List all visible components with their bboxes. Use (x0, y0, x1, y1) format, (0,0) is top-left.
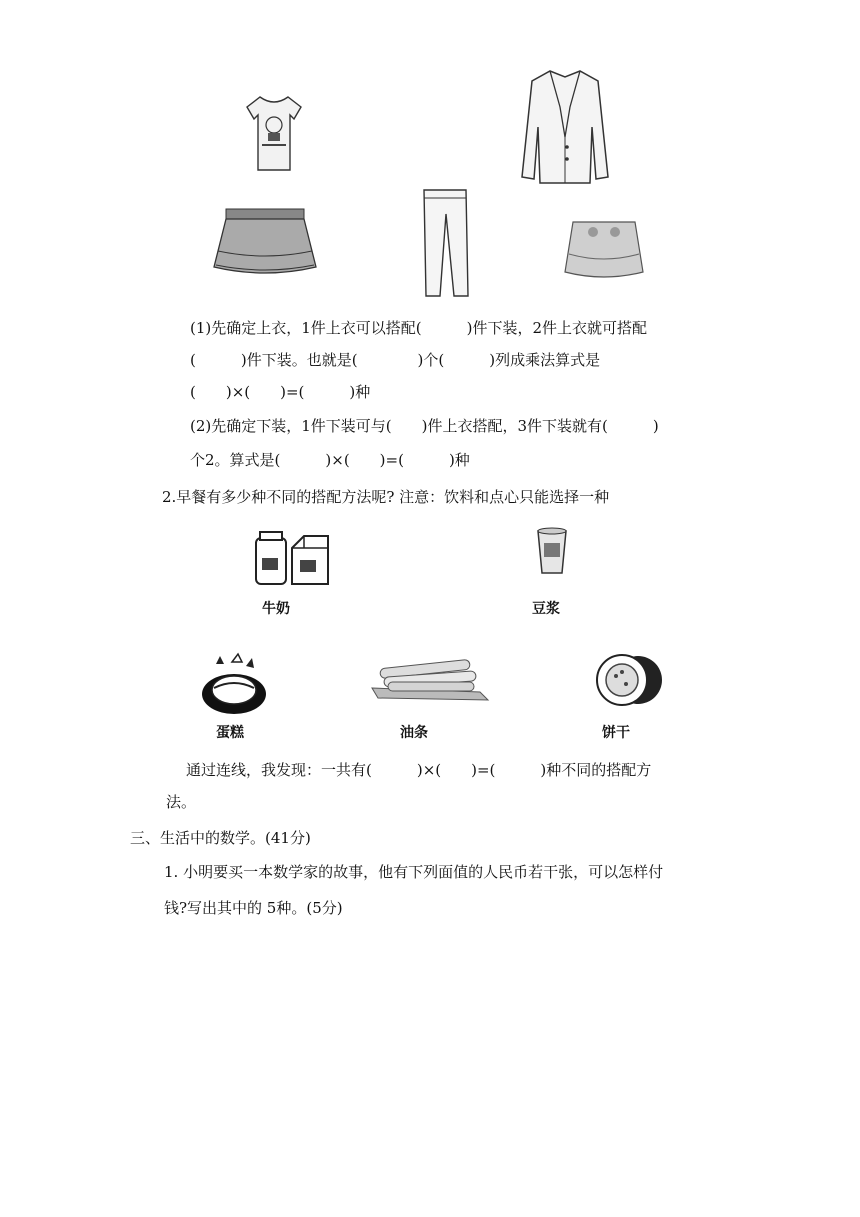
soymilk-label: 豆浆 (532, 601, 560, 617)
clothing-q2-line1: (2)先确定下装，1件下装可与( )件上衣搭配，3件下装就有( ) (190, 417, 659, 435)
milk-icon (252, 530, 332, 588)
clothing-q1-line2: ( )件下装。也就是( )个( )列成乘法算式是 (190, 351, 601, 369)
skirt-icon (212, 207, 318, 279)
cake-icon (200, 654, 268, 716)
youtiao-label: 油条 (400, 725, 428, 741)
milk-label: 牛奶 (262, 601, 290, 617)
discovery-line1: 通过连线，我发现：一共有( )×( )=( )种不同的搭配方 (186, 761, 652, 779)
section3-heading: 三、生活中的数学。(41分) (130, 829, 311, 847)
cake-label: 蛋糕 (216, 725, 244, 741)
discovery-line2: 法。 (166, 793, 197, 811)
clothing-q1-line1: (1)先确定上衣，1件上衣可以搭配( )件下装，2件上衣就可搭配 (190, 319, 648, 337)
clothing-q2-line2: 个2。算式是( )×( )=( )种 (190, 451, 470, 469)
section3-q1-line2: 钱?写出其中的 5种。(5分) (164, 899, 343, 917)
biscuit-icon (594, 654, 664, 706)
ruffle-skirt-icon (563, 218, 645, 282)
breakfast-question: 2.早餐有多少种不同的搭配方法呢? 注意：饮料和点心只能选择一种 (162, 488, 610, 506)
clothing-q1-line3: ( )×( )=( )种 (190, 383, 371, 401)
section3-q1-line1: 1. 小明要买一本数学家的故事，他有下列面值的人民币若干张，可以怎样付 (164, 863, 664, 881)
suit-jacket-icon (520, 67, 610, 187)
biscuit-label: 饼干 (602, 725, 630, 741)
soymilk-icon (536, 527, 568, 575)
trousers-icon (418, 188, 474, 300)
t-shirt-icon (246, 95, 302, 175)
youtiao-icon (370, 654, 490, 702)
